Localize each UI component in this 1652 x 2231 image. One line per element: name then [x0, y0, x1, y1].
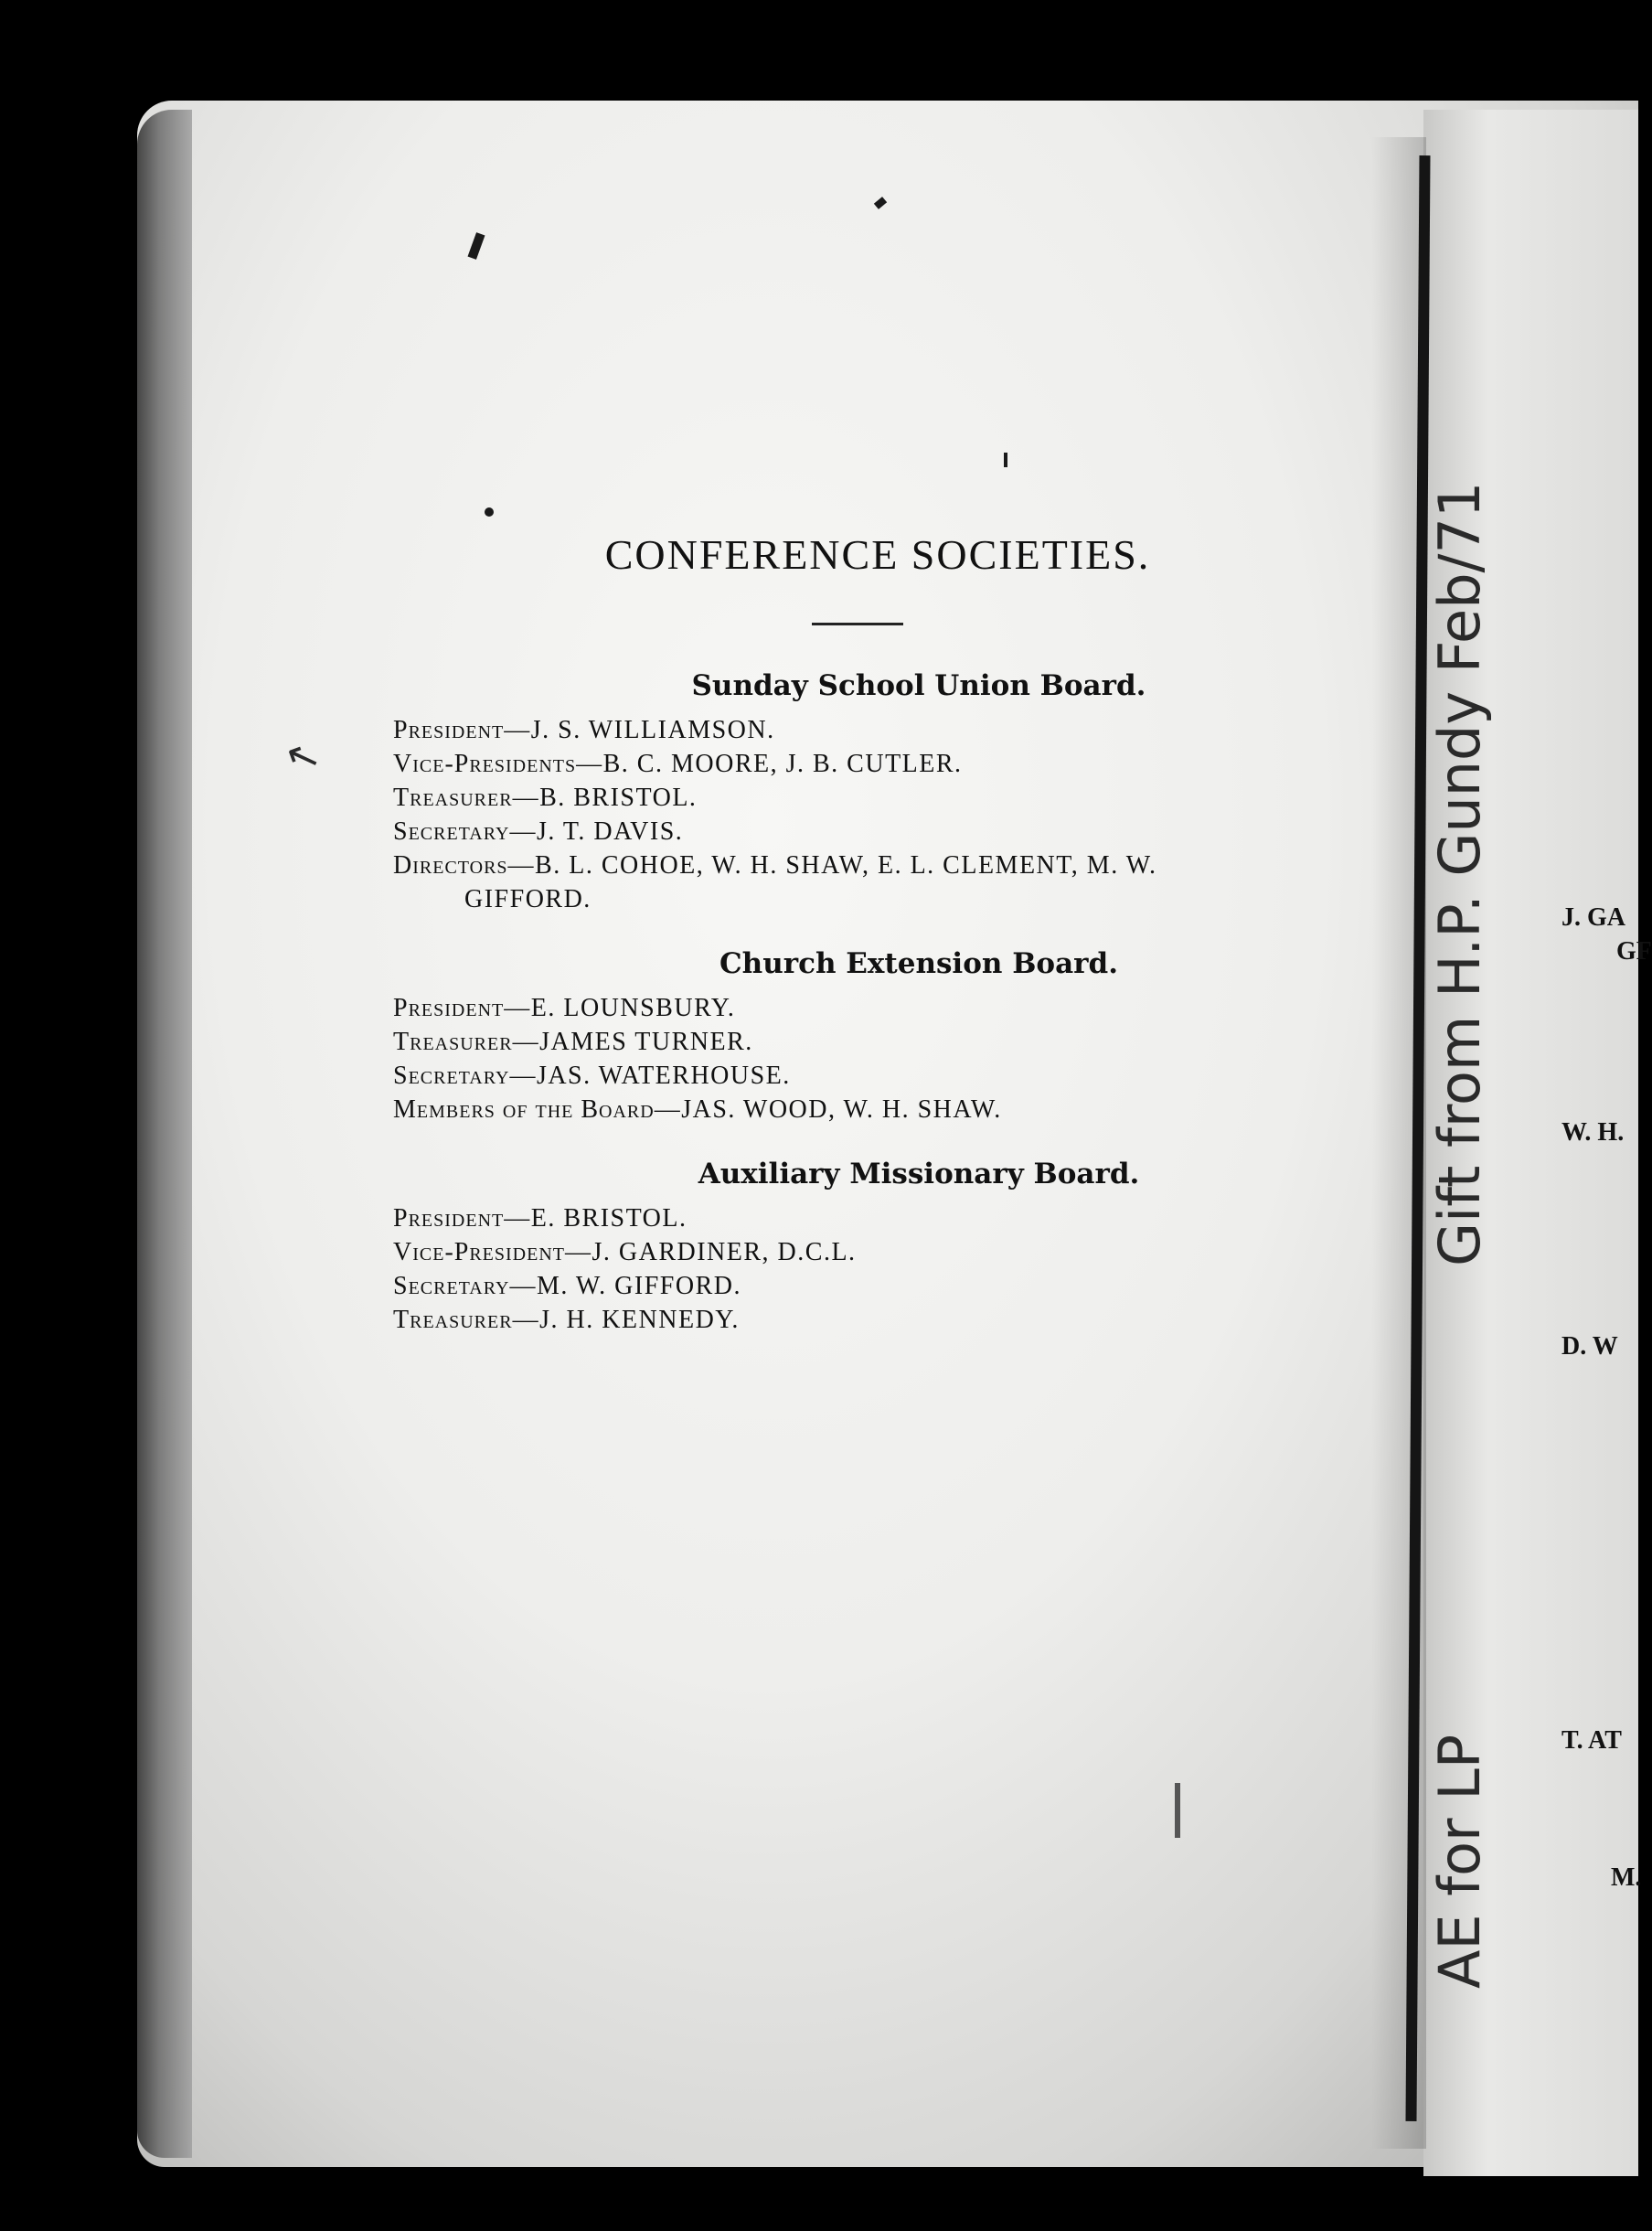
- officer-line: Secretary—M. W. GIFFORD.: [393, 1272, 741, 1300]
- handwritten-ae-note: AE for LP: [1426, 1734, 1493, 1989]
- officer-line: Treasurer—B. BRISTOL.: [393, 784, 698, 812]
- right-page-fragment: W. H.: [1561, 1118, 1625, 1147]
- title-rule: [812, 623, 903, 625]
- board-auxiliary-missionary: [393, 1158, 1326, 1337]
- board-heading: Auxiliary Missionary Board.: [698, 1158, 1140, 1190]
- handwritten-gift-note: Gift from H.P. Gundy Feb/71: [1426, 481, 1493, 1266]
- officer-line: President—E. BRISTOL.: [393, 1204, 687, 1233]
- officer-line: Members of the Board—JAS. WOOD, W. H. SHAW.: [393, 1095, 1002, 1124]
- ink-speck: [1175, 1783, 1180, 1838]
- ink-speck: [1004, 453, 1007, 467]
- page-title: CONFERENCE SOCIETIES.: [604, 531, 1151, 578]
- officer-line-continuation: GIFFORD.: [464, 885, 592, 913]
- officer-line: Treasurer—J. H. KENNEDY.: [393, 1306, 740, 1334]
- right-page-fragment: M.: [1611, 1863, 1642, 1892]
- right-page-fragment: T. AT: [1561, 1726, 1622, 1755]
- ink-speck: [485, 507, 494, 517]
- board-heading: Church Extension Board.: [719, 947, 1118, 980]
- board-church-extension: [393, 947, 1326, 1126]
- officer-line: Secretary—J. T. DAVIS.: [393, 817, 684, 846]
- conference-societies-section: [393, 530, 1326, 1368]
- officer-line: Directors—B. L. COHOE, W. H. SHAW, E. L. CLEMENT, M. W.: [393, 851, 1157, 880]
- right-page-fragment: D. W: [1561, 1332, 1618, 1361]
- right-page-fragment: GF: [1616, 937, 1652, 966]
- officer-line: Secretary—JAS. WATERHOUSE.: [393, 1062, 791, 1090]
- right-page-fragment: J. GA: [1561, 903, 1625, 932]
- board-heading: Sunday School Union Board.: [691, 669, 1146, 702]
- page-edge: [137, 110, 192, 2158]
- officer-line: President—J. S. WILLIAMSON.: [393, 716, 775, 744]
- officer-line: President—E. LOUNSBURY.: [393, 994, 736, 1022]
- officer-line: Vice-Presidents—B. C. MOORE, J. B. CUTLER.: [393, 750, 963, 778]
- officer-line: Treasurer—JAMES TURNER.: [393, 1028, 753, 1056]
- officer-line: Vice-President—J. GARDINER, D.C.L.: [393, 1238, 857, 1266]
- margin-arrow-mark: ↖: [279, 729, 327, 785]
- board-sunday-school: [393, 669, 1326, 916]
